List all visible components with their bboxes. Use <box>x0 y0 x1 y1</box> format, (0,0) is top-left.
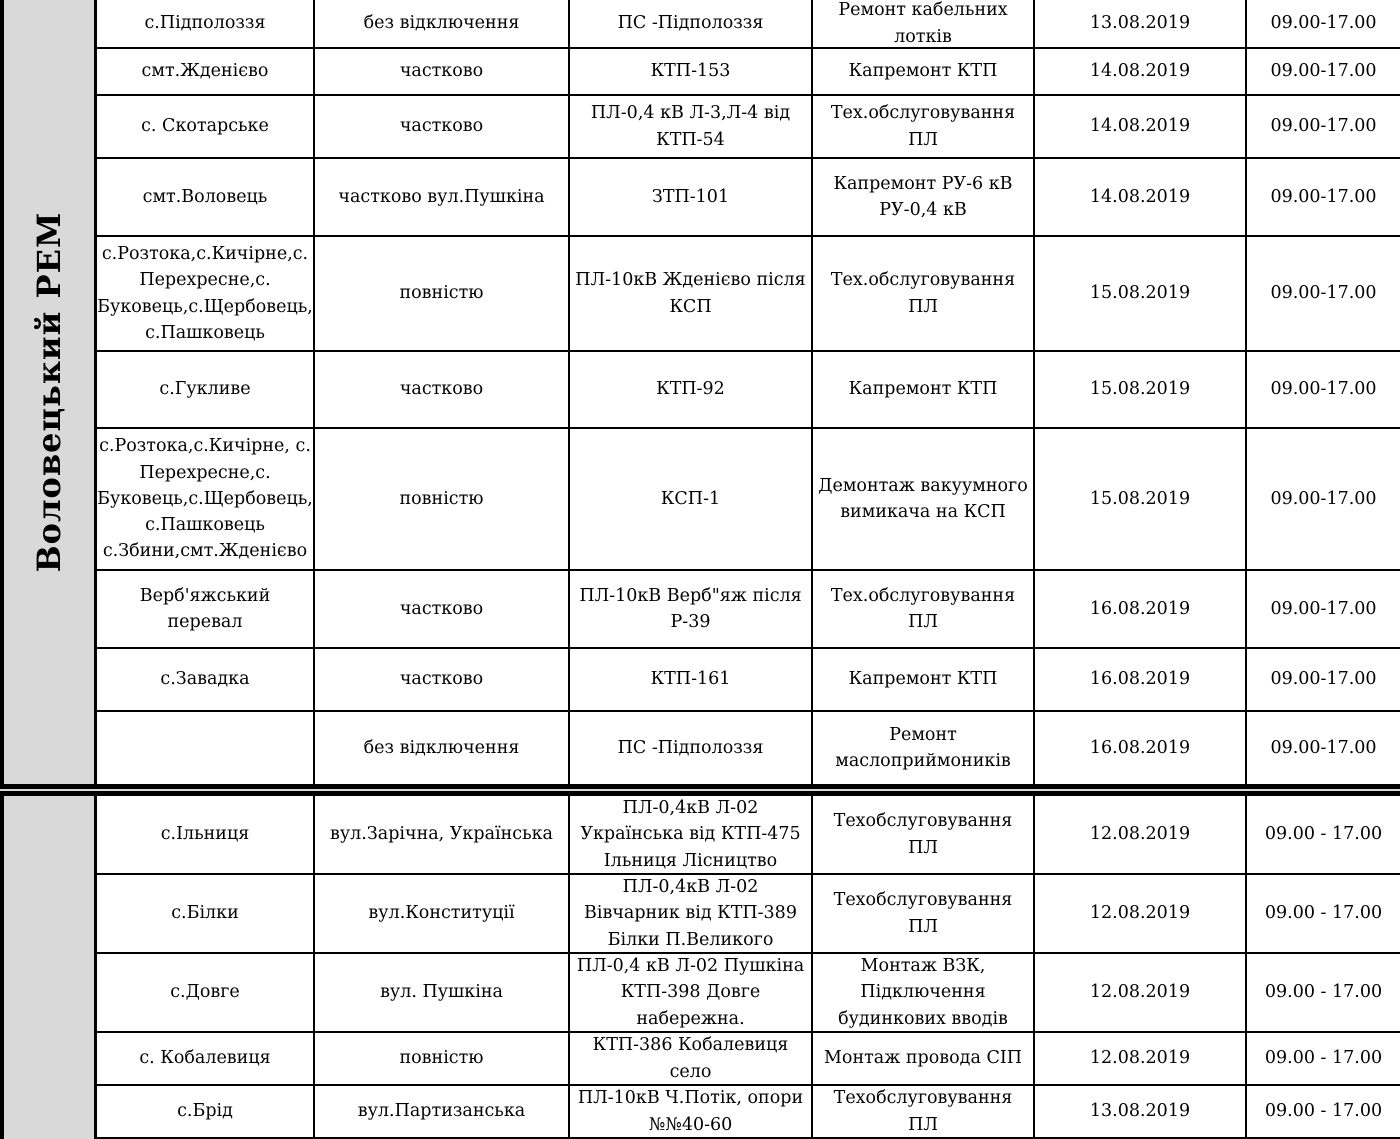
object-cell: КТП-161 <box>570 649 813 710</box>
table-row <box>97 159 1400 237</box>
object-cell: ПЛ-0,4 кВ Л-3,Л-4 від КТП-54 <box>570 96 813 157</box>
place-cell: с.Розтока,с.Кичірне,с. Перехресне,с. Буковець,с.Щербовець, с.Пашковець <box>97 237 315 350</box>
date-cell: 14.08.2019 <box>1035 159 1247 235</box>
time-cell: 09.00-17.00 <box>1270 13 1377 34</box>
time-cell: 09.00 - 17.00 <box>1264 824 1383 845</box>
object-cell: ПЛ-0,4кВ Л-02 Українська від КТП-475 Ільниця Лісництво <box>570 796 813 873</box>
table-row <box>97 712 1400 784</box>
place-cell: с. Кобалевиця <box>97 1033 315 1084</box>
table-row <box>97 954 1400 1033</box>
work-cell: Ремонт кабельних лотків <box>813 0 1035 47</box>
date-cell: 12.08.2019 <box>1035 796 1247 873</box>
date-cell: 15.08.2019 <box>1035 352 1247 427</box>
time-cell: 09.00-17.00 <box>1270 61 1377 82</box>
scope-cell: вул.Конституції <box>315 875 570 952</box>
place-cell <box>97 712 315 784</box>
place-cell: с.Підполоззя <box>97 0 315 47</box>
region-label-cell <box>0 0 97 784</box>
work-cell: Демонтаж вакуумного вимикача на КСП <box>813 429 1035 569</box>
date-cell: 14.08.2019 <box>1035 96 1247 157</box>
table-row <box>97 0 1400 49</box>
object-cell: КСП-1 <box>570 429 813 569</box>
place-cell: с. Скотарське <box>97 96 315 157</box>
scope-cell: повністю <box>315 429 570 569</box>
table-row <box>97 649 1400 712</box>
table-row <box>97 96 1400 159</box>
place-cell: с.Ільниця <box>97 796 315 873</box>
time-cell: 09.00 - 17.00 <box>1264 1101 1383 1122</box>
scope-cell: повністю <box>315 237 570 350</box>
object-cell: ПЛ-10кВ Ч.Потік, опори №№40-60 <box>570 1086 813 1137</box>
time-cell: 09.00 - 17.00 <box>1264 1048 1383 1069</box>
table-row <box>97 352 1400 429</box>
table-row <box>97 1086 1400 1139</box>
table-row <box>97 1033 1400 1086</box>
work-cell: Тех.обслуговування ПЛ <box>813 96 1035 157</box>
object-cell: ПЛ-0,4кВ Л-02 Вівчарник від КТП-389 Білки П.Великого <box>570 875 813 952</box>
object-cell: ПЛ-10кВ Верб"яж після Р-39 <box>570 571 813 647</box>
object-cell: ПЛ-0,4 кВ Л-02 Пушкіна КТП-398 Довге набережна. <box>570 954 813 1031</box>
place-cell: с.Завадка <box>97 649 315 710</box>
region-name: Воловецький РЕМ <box>30 211 68 573</box>
time-cell: 09.00 - 17.00 <box>1264 982 1383 1003</box>
object-cell: ЗТП-101 <box>570 159 813 235</box>
scope-cell: без відключення <box>315 712 570 784</box>
object-cell: КТП-386 Кобалевиця село <box>570 1033 813 1084</box>
work-cell: Ремонт маслоприймоників <box>813 712 1035 784</box>
time-cell: 09.00-17.00 <box>1270 488 1377 509</box>
time-cell: 09.00-17.00 <box>1270 186 1377 207</box>
work-cell: Тех.обслуговування ПЛ <box>813 237 1035 350</box>
date-cell: 15.08.2019 <box>1035 429 1247 569</box>
time-cell: 09.00-17.00 <box>1270 669 1377 690</box>
work-cell: Тех.обслуговування ПЛ <box>813 571 1035 647</box>
date-cell: 15.08.2019 <box>1035 237 1247 350</box>
work-cell: Капремонт КТП <box>813 352 1035 427</box>
section-second-region <box>0 796 1400 1139</box>
date-cell: 13.08.2019 <box>1035 1086 1247 1137</box>
object-cell: ПС -Підполоззя <box>570 0 813 47</box>
section-separator <box>0 784 1400 796</box>
work-cell: Капремонт КТП <box>813 49 1035 94</box>
date-cell: 12.08.2019 <box>1035 1033 1247 1084</box>
object-cell: ПС -Підполоззя <box>570 712 813 784</box>
date-cell: 14.08.2019 <box>1035 49 1247 94</box>
table-row <box>97 875 1400 954</box>
time-cell: 09.00-17.00 <box>1270 116 1377 137</box>
scope-cell: вул.Зарічна, Українська <box>315 796 570 873</box>
scope-cell: вул.Партизанська <box>315 1086 570 1137</box>
scope-cell: вул. Пушкіна <box>315 954 570 1031</box>
place-cell: с.Довге <box>97 954 315 1031</box>
work-cell: Монтаж ВЗК, Підключення будинкових вводів <box>813 954 1035 1031</box>
place-cell: с.Брід <box>97 1086 315 1137</box>
work-cell: Техобслуговування ПЛ <box>813 1086 1035 1137</box>
table-row <box>97 571 1400 649</box>
work-cell: Монтаж провода СІП <box>813 1033 1035 1084</box>
date-cell: 12.08.2019 <box>1035 954 1247 1031</box>
object-cell: КТП-153 <box>570 49 813 94</box>
scope-cell: частково <box>315 649 570 710</box>
date-cell: 16.08.2019 <box>1035 649 1247 710</box>
place-cell: с.Білки <box>97 875 315 952</box>
schedule-table <box>97 0 1400 784</box>
region-label-cell <box>0 796 97 1139</box>
schedule-table <box>97 796 1400 1139</box>
work-cell: Капремонт РУ-6 кВ РУ-0,4 кВ <box>813 159 1035 235</box>
scope-cell: без відключення <box>315 0 570 47</box>
place-cell: с.Гукливе <box>97 352 315 427</box>
scope-cell: частково <box>315 49 570 94</box>
table-row <box>97 429 1400 571</box>
time-cell: 09.00 - 17.00 <box>1264 903 1383 924</box>
date-cell: 16.08.2019 <box>1035 571 1247 647</box>
place-cell: Верб'яжський перевал <box>97 571 315 647</box>
place-cell: смт.Воловець <box>97 159 315 235</box>
scope-cell: повністю <box>315 1033 570 1084</box>
work-cell: Техобслуговування ПЛ <box>813 875 1035 952</box>
date-cell: 12.08.2019 <box>1035 875 1247 952</box>
object-cell: КТП-92 <box>570 352 813 427</box>
time-cell: 09.00-17.00 <box>1270 737 1377 758</box>
time-cell: 09.00-17.00 <box>1270 379 1377 400</box>
table-row <box>97 237 1400 352</box>
work-cell: Техобслуговування ПЛ <box>813 796 1035 873</box>
work-cell: Капремонт КТП <box>813 649 1035 710</box>
scope-cell: частково <box>315 352 570 427</box>
place-cell: с.Розтока,с.Кичірне, с. Перехресне,с. Буковець,с.Щербовець, с.Пашковець с.Збини,смт.Жденієво <box>97 429 315 569</box>
date-cell: 13.08.2019 <box>1035 0 1247 47</box>
place-cell: смт.Жденієво <box>97 49 315 94</box>
scope-cell: частково вул.Пушкіна <box>315 159 570 235</box>
time-cell: 09.00-17.00 <box>1270 598 1377 619</box>
table-row <box>97 796 1400 875</box>
table-row <box>97 49 1400 96</box>
scope-cell: частково <box>315 571 570 647</box>
scope-cell: частково <box>315 96 570 157</box>
object-cell: ПЛ-10кВ Жденієво після КСП <box>570 237 813 350</box>
time-cell: 09.00-17.00 <box>1270 283 1377 304</box>
date-cell: 16.08.2019 <box>1035 712 1247 784</box>
